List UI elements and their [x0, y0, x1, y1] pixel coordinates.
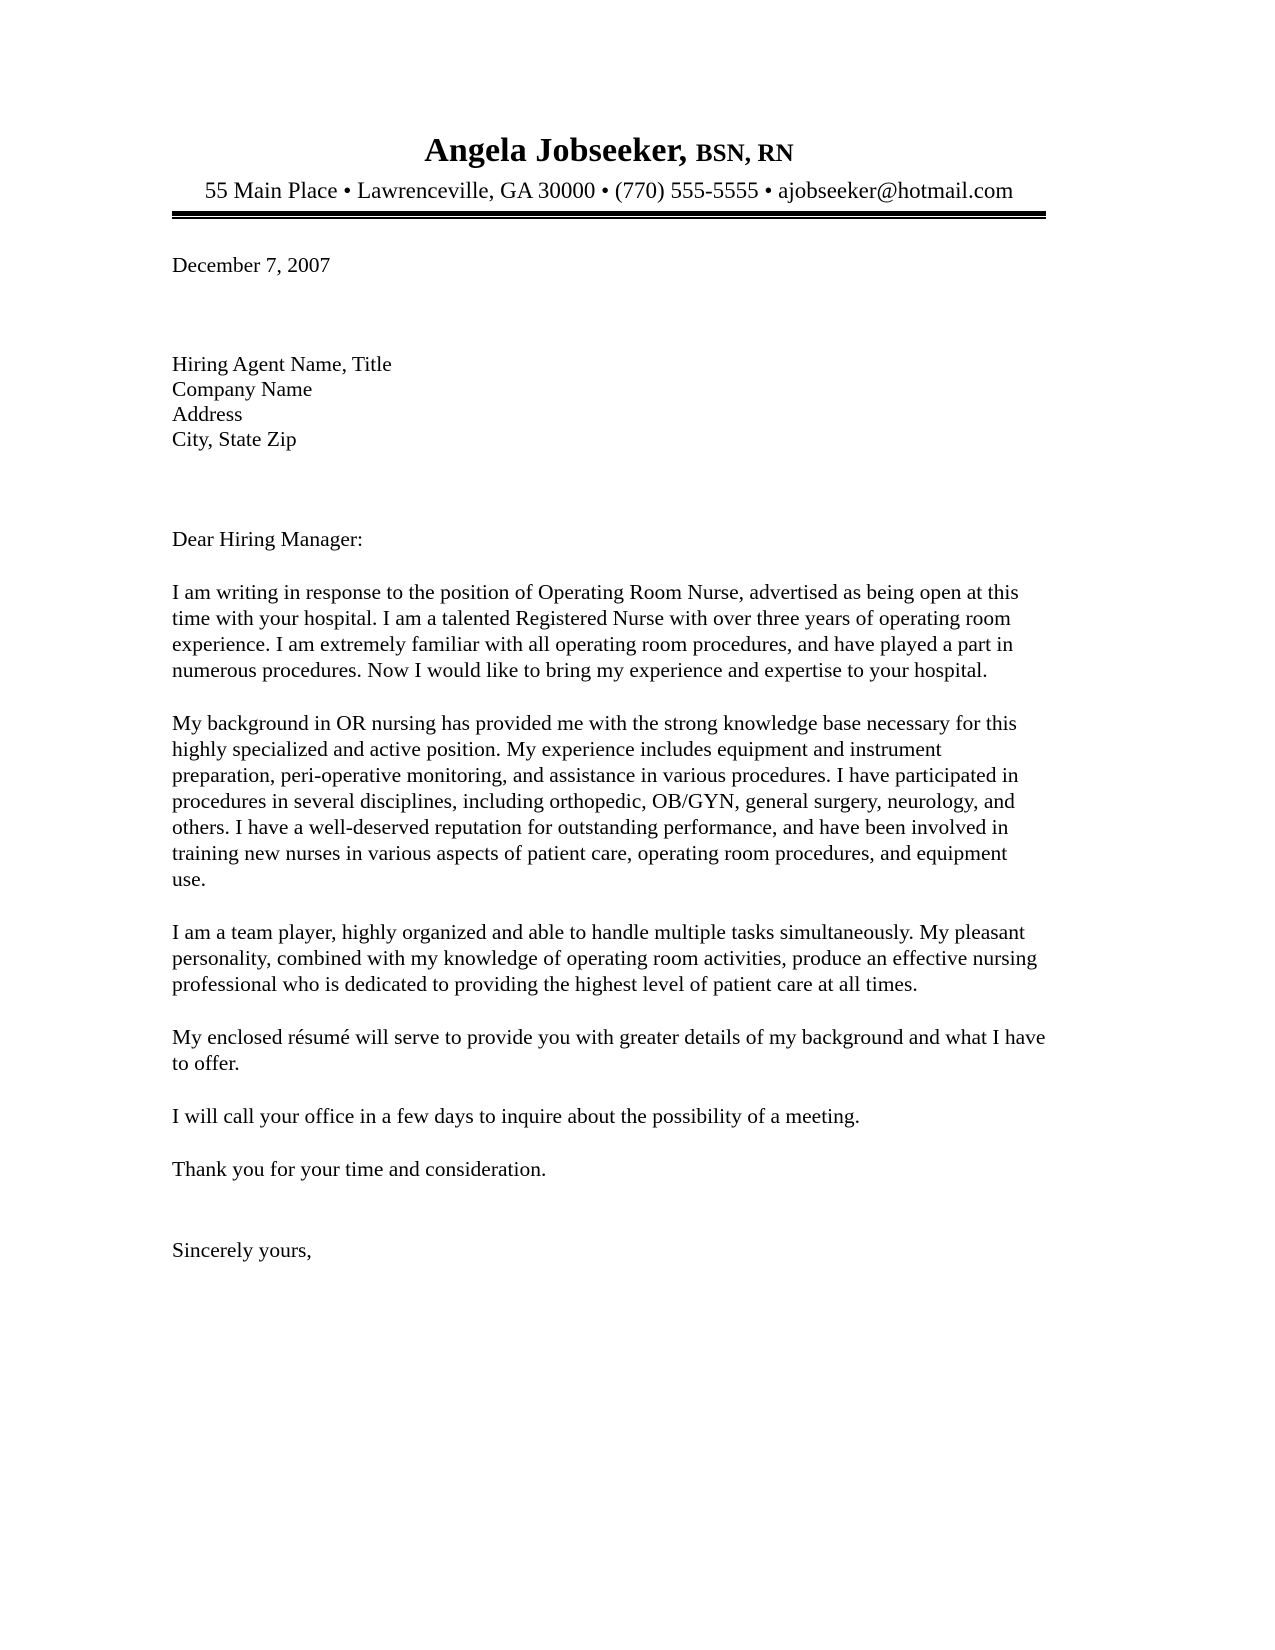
letterhead-contact-line: 55 Main Place • Lawrenceville, GA 30000 • (770) 555-5555 • ajobseeker@hotmail.com [204, 177, 1014, 203]
letter-paragraph-5: I will call your office in a few days to inquire about the possibility of a meeting. [172, 1104, 861, 1128]
recipient-line-name-title: Hiring Agent Name, Title [172, 352, 392, 376]
letter-paragraph-4: My enclosed résumé will serve to provide you with greater details of my background and what I have to offer. [172, 1025, 1046, 1075]
letter-paragraph-3: I am a team player, highly organized and able to handle multiple tasks simultaneously. My pleasant personality, combined with my knowledge of operating room activities, produce an effective nursing professional who is dedicated to providing the highest level of patient care at all times. [172, 920, 1038, 996]
applicant-credentials: BSN, RN [695, 140, 794, 167]
letterhead-divider [172, 211, 1046, 219]
letterhead [172, 132, 1046, 219]
letter-paragraph-2: My background in OR nursing has provided me with the strong knowledge base necessary for this highly specialized and active position. My experience includes equipment and instrument preparation, peri-operative monitoring, and assistance in various procedures. I have participated in procedures in several disciplines, including orthopedic, OB/GYN, general surgery, neurology, and others. I have a well-deserved reputation for outstanding performance, and have been involved in training new nurses in various aspects of patient care, operating room procedures, and equipment use. [172, 711, 1019, 891]
letter-closing: Sincerely yours, [172, 1238, 312, 1262]
letter-salutation: Dear Hiring Manager: [172, 527, 364, 551]
letter-body [172, 252, 1046, 1263]
recipient-line-address: Address [172, 402, 243, 426]
letter-paragraph-6: Thank you for your time and consideration. [172, 1157, 547, 1181]
recipient-line-city-state-zip: City, State Zip [172, 427, 297, 451]
letter-date: December 7, 2007 [172, 253, 331, 277]
letter-paragraph-1: I am writing in response to the position of Operating Room Nurse, advertised as being open at this time with your hospital. I am a talented Registered Nurse with over three years of operating room experience. I am extremely familiar with all operating room procedures, and have played a part in numerous procedures. Now I would like to bring my experience and expertise to your hospital. [172, 580, 1019, 682]
letterhead-name [172, 132, 1046, 171]
recipient-line-company: Company Name [172, 377, 313, 401]
applicant-name: Angela Jobseeker, [424, 132, 696, 169]
recipient-address-block [172, 352, 1046, 452]
